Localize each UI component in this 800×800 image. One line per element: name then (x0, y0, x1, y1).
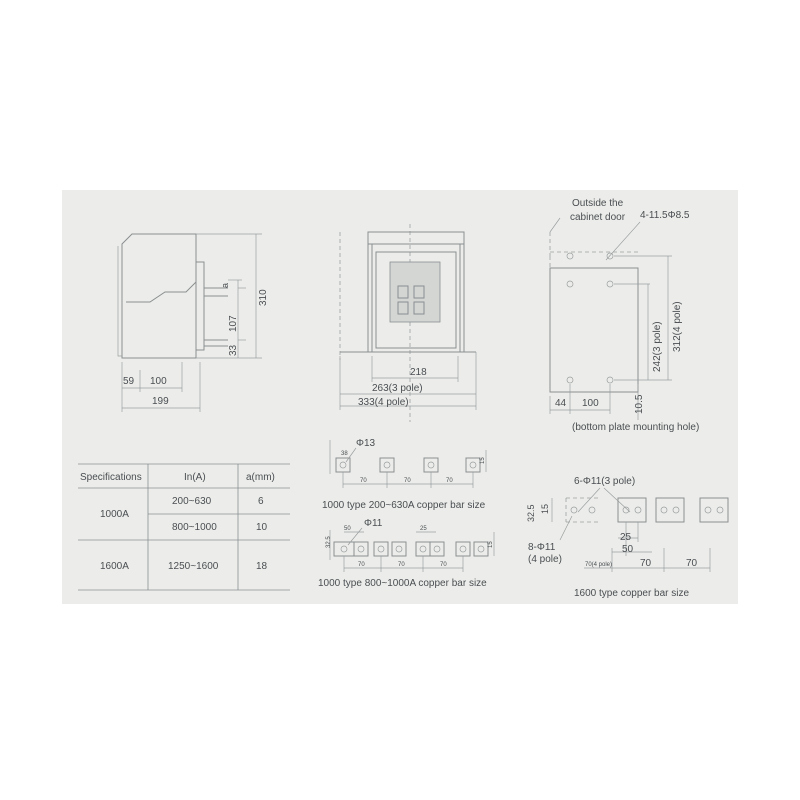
dim-218: 218 (410, 367, 427, 378)
dim-15-1600: 15 (540, 503, 550, 514)
dim-15-small: 15 (480, 457, 486, 464)
mounting-holes-label: 4-11.5Φ8.5 (640, 210, 690, 221)
table-cell-spec-1000: 1000A (100, 509, 129, 520)
dim-100-mount: 100 (582, 398, 599, 409)
bar-1000-large (318, 518, 494, 589)
dim-70-c: 70 (446, 478, 453, 484)
front-view (340, 224, 476, 422)
dim-70-4pole: 70(4 pole) (585, 562, 613, 568)
dim-10-5: 10.5 (634, 394, 645, 414)
table-cell-a-3: 18 (256, 561, 268, 572)
dim-70-g: 70 (640, 558, 652, 569)
table-cell-in-2: 800~1000 (172, 522, 217, 533)
dim-310: 310 (258, 289, 269, 306)
mount-caption: (bottom plate mounting hole) (572, 422, 700, 433)
dim-70-a: 70 (360, 478, 367, 484)
dim-199: 199 (152, 396, 169, 407)
dim-107: 107 (228, 315, 239, 332)
holes-4pole-1: 8-Φ11 (528, 542, 556, 553)
dim-32-5-large: 32.5 (326, 536, 332, 548)
dim-70-b: 70 (404, 478, 411, 484)
dim-32-5-1600: 32.5 (526, 504, 536, 522)
dim-70-d: 70 (358, 562, 365, 568)
table-cell-in-3: 1250~1600 (168, 561, 219, 572)
hole-phi13: Φ13 (356, 438, 376, 449)
dim-25-large: 25 (420, 526, 427, 532)
table-cell-spec-1600: 1600A (100, 561, 129, 572)
table-header-a: a(mm) (246, 472, 275, 483)
hole-phi11: Φ11 (364, 518, 383, 529)
dim-25-1600: 25 (620, 532, 632, 543)
holes-4pole-2: (4 pole) (528, 554, 562, 565)
holes-3pole: 6-Φ11(3 pole) (574, 476, 636, 487)
dim-a: a (220, 282, 230, 288)
dim-33: 33 (228, 344, 239, 356)
dim-44: 44 (555, 398, 567, 409)
dim-242: 242(3 pole) (652, 321, 663, 372)
dim-70-e: 70 (398, 562, 405, 568)
dim-59: 59 (123, 376, 135, 387)
bar-1000-small (322, 438, 486, 511)
caption-bar-1000-small: 1000 type 200~630A copper bar size (322, 500, 486, 511)
dim-70-h: 70 (686, 558, 698, 569)
mount-view (550, 198, 699, 433)
dim-38: 38 (341, 451, 348, 457)
side-view (118, 234, 269, 412)
dim-100: 100 (150, 376, 167, 387)
table-cell-in-1: 200~630 (172, 496, 212, 507)
table-cell-a-2: 10 (256, 522, 268, 533)
dim-70-f: 70 (440, 562, 447, 568)
dim-50-1600: 50 (622, 544, 634, 555)
table-header-in: In(A) (184, 472, 206, 483)
dim-50-large: 50 (344, 526, 351, 532)
dim-15-large: 15 (488, 541, 494, 548)
table-header-spec: Specifications (80, 472, 142, 483)
dim-263: 263(3 pole) (372, 383, 423, 394)
outside-cabinet-label-2: cabinet door (570, 212, 626, 223)
dim-312: 312(4 pole) (672, 301, 683, 352)
dim-333: 333(4 pole) (358, 397, 409, 408)
caption-bar-1600: 1600 type copper bar size (574, 588, 690, 599)
spec-table (78, 464, 290, 590)
caption-bar-1000-large: 1000 type 800~1000A copper bar size (318, 578, 487, 589)
outside-cabinet-label-1: Outside the (572, 198, 624, 209)
table-cell-a-1: 6 (258, 496, 264, 507)
bar-1600 (526, 476, 728, 599)
